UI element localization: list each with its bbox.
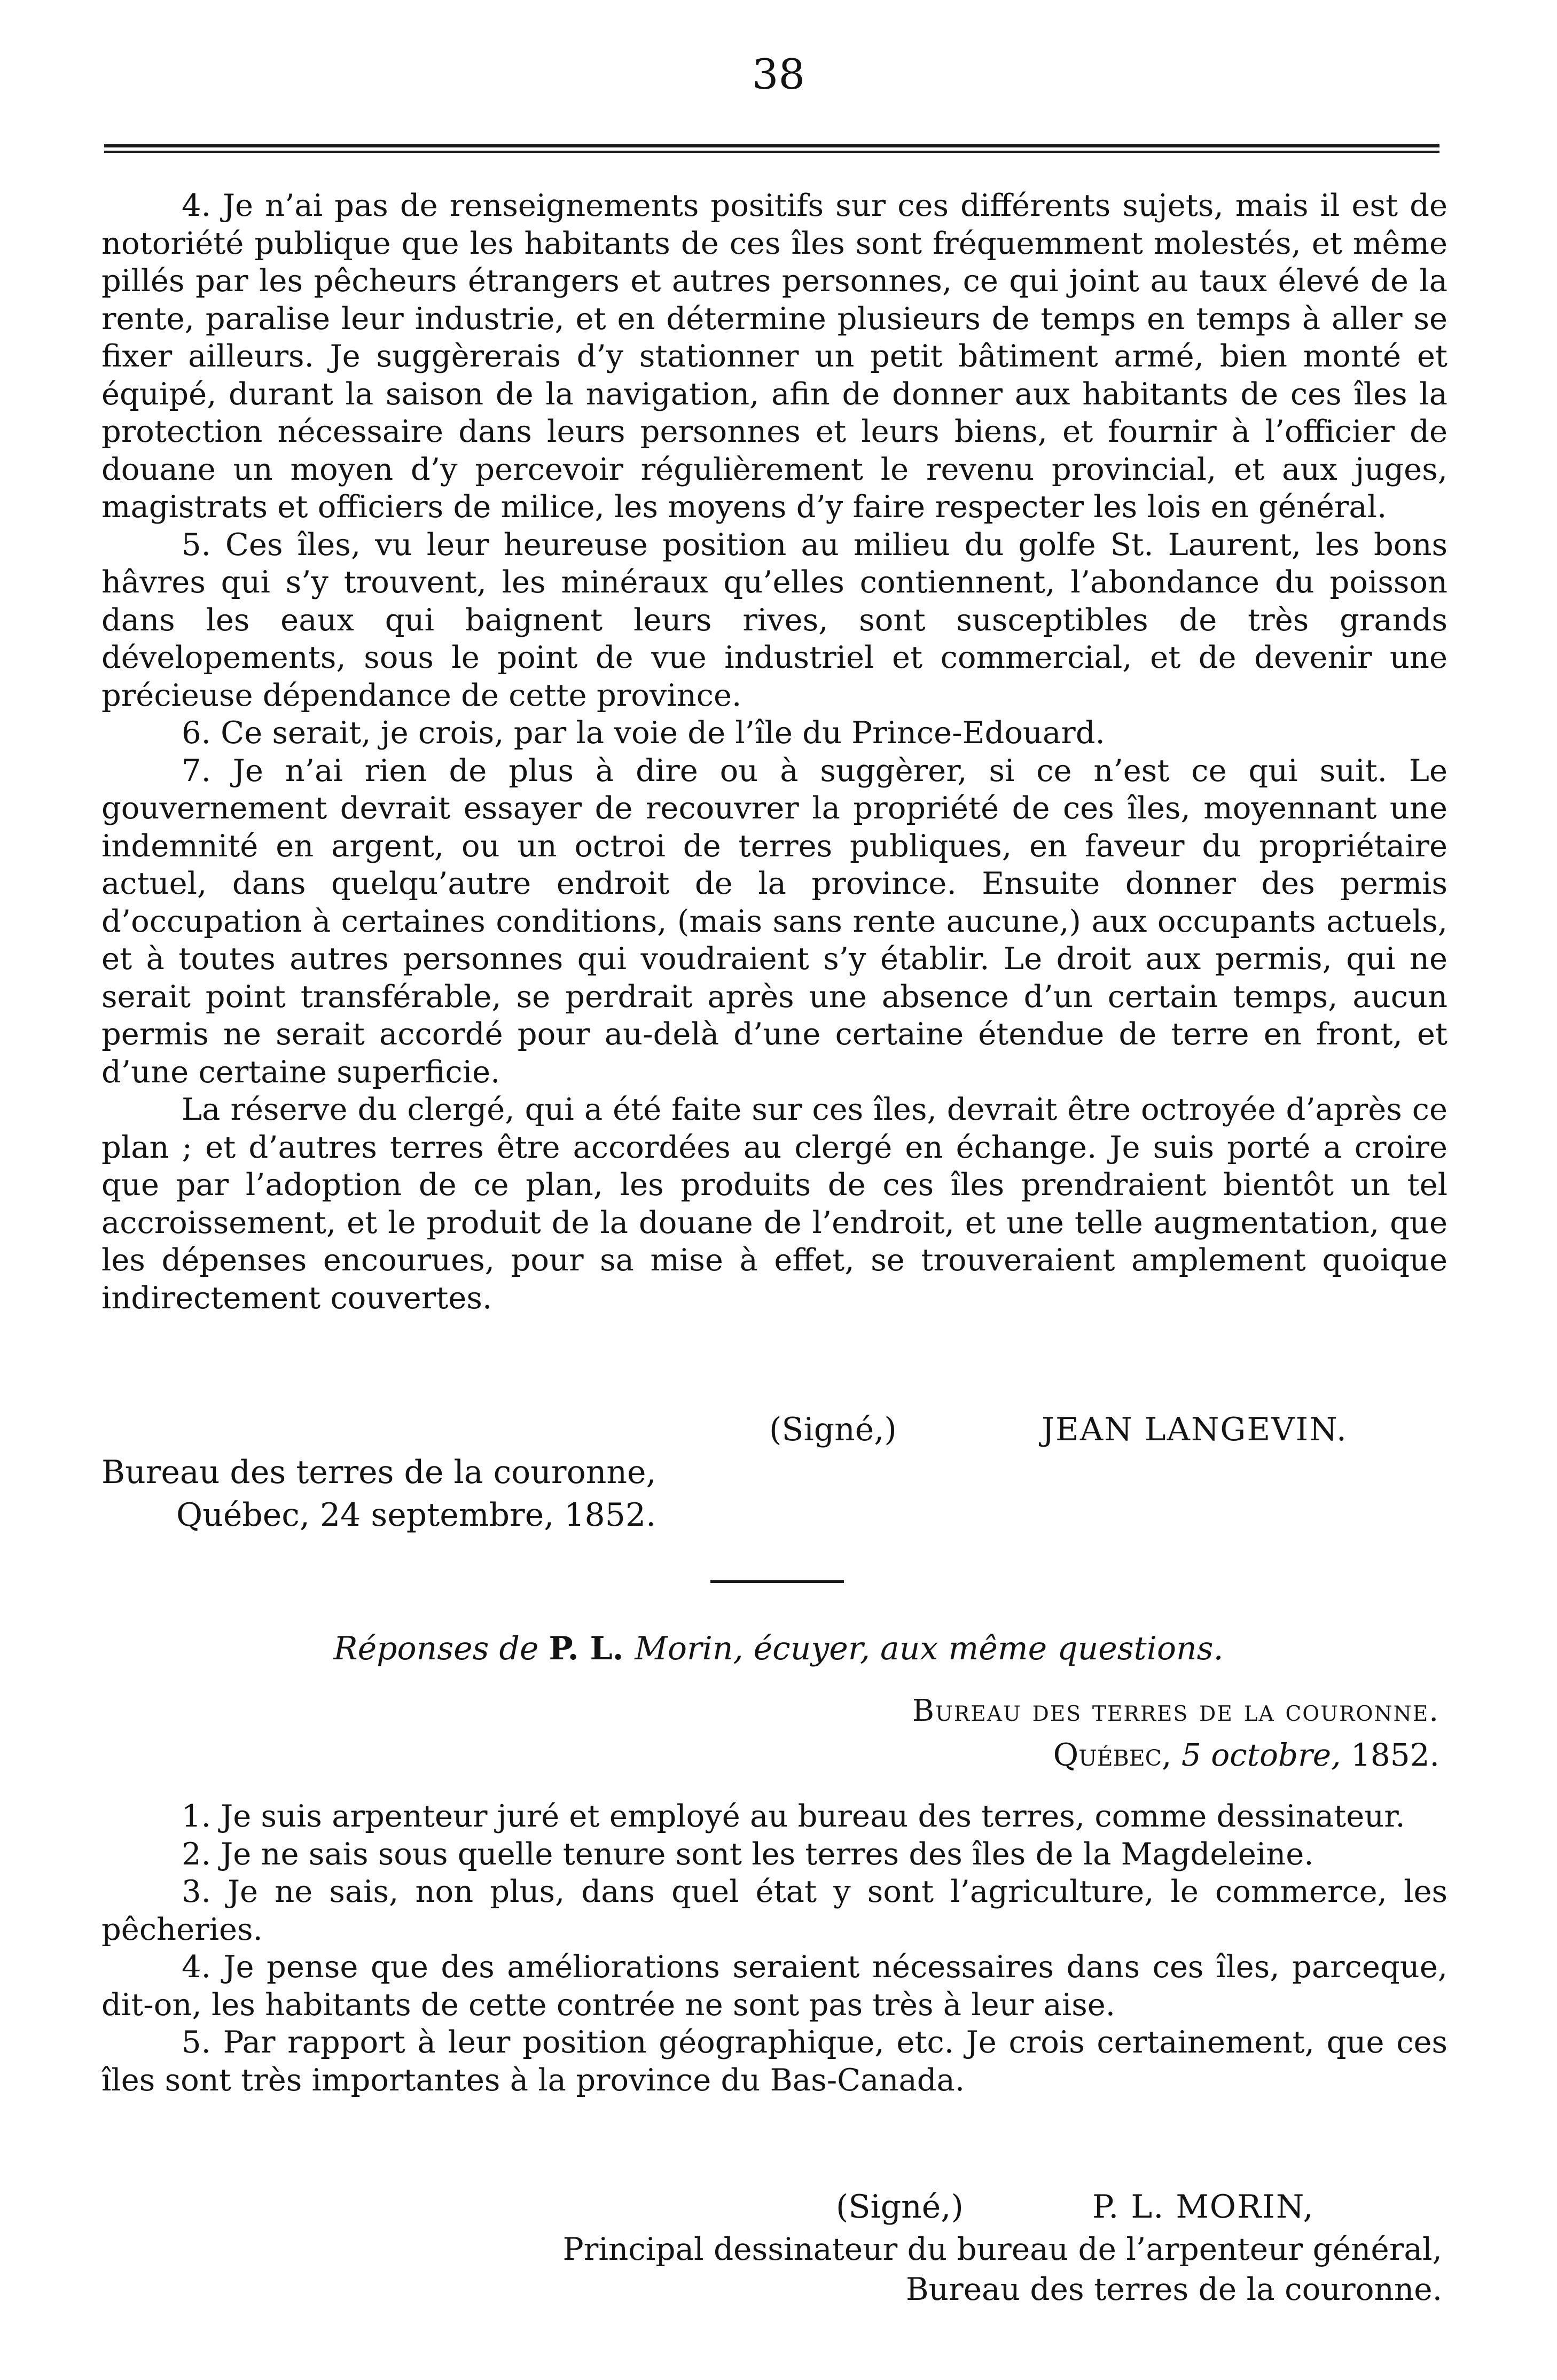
langevin-answers	[101, 187, 1448, 1317]
answer-7-continued: La réserve du clergé, qui a été faite sur ces îles, devrait être octroyée d’après ce plan ; et d’autres terres être accordées au clergé en échange. Je suis porté a croire que par l’adoption de ce plan, les produits de ces îles prendraient bientôt un tel accroissement, et le produit de la douane de l’endroit, et une telle augmentation, que les dépenses encourues, pour sa mise à effet, se trouveraient amplement quoique indirectement couvertes.	[101, 1091, 1448, 1316]
rule-line-bottom	[104, 151, 1439, 153]
morin-answer-2: 2. Je ne sais sous quelle tenure sont les terres des îles de la Magdeleine.	[182, 1836, 1314, 1872]
signer-name: JEAN LANGEVIN.	[1042, 1411, 1348, 1448]
place-date-line: Québec, 24 septembre, 1852.	[176, 1496, 656, 1534]
section-divider	[710, 1580, 844, 1583]
morin-answers	[101, 1798, 1448, 2099]
answer-7: 7. Je n’ai rien de plus à dire ou à suggèrer, si ce n’est ce qui suit. Le gouvernement devrait essayer de recouvrer la propriété de ces îles, moyennant une indemnité en argent, ou un octroi de terres publiques, en faveur du propriétaire actuel, dans quelqu’autre endroit de la province. Ensuite donner des permis d’occupation à certaines conditions, (mais sans rente aucune,) aux occupants actuels, et à toutes autres personnes qui voudraient s’y établir. Le droit aux permis, qui ne serait point transférable, se perdrait après une absence d’un certain temps, aucun permis ne serait accordé pour au-delà d’une certaine étendue de terre en front, et d’une certaine superficie.	[101, 752, 1448, 1090]
heading-prefix: Réponses de	[333, 1630, 549, 1667]
section-heading	[0, 1629, 1557, 1668]
answer-5: 5. Ces îles, vu leur heureuse position au milieu du golfe St. Laurent, les bons hâvres qui s’y trouvent, les minéraux qu’elles contiennent, l’abondance du poisson dans les eaux qui baignent leurs rives, sont susceptibles de très grands dévelopements, sous le point de vue industriel et commercial, et de devenir une précieuse dépendance de cette province.	[101, 526, 1448, 713]
signer-name-2: P. L. MORIN,	[1092, 2188, 1315, 2226]
heading-initials: P. L.	[549, 1630, 635, 1667]
header-double-rule	[104, 144, 1439, 155]
signer-title: Principal dessinateur du bureau de l’arpenteur général,	[562, 2231, 1442, 2267]
morin-answer-4: 4. Je pense que des améliorations seraient nécessaires dans ces îles, parceque, dit-on, les habitants de cette contrée ne sont pas très à leur aise.	[101, 1949, 1448, 2023]
place-date-header	[1053, 1736, 1439, 1774]
place-name: Québec,	[1053, 1737, 1172, 1773]
morin-answer-1: 1. Je suis arpenteur juré et employé au bureau des terres, comme dessinateur.	[182, 1798, 1405, 1834]
date-year: 1852.	[1350, 1737, 1439, 1773]
office-header: Bureau des terres de la couronne.	[912, 1694, 1439, 1728]
office-line: Bureau des terres de la couronne,	[101, 1454, 656, 1491]
heading-suffix: , écuyer, aux même questions.	[733, 1630, 1224, 1667]
page-number: 38	[752, 51, 805, 99]
answer-4: 4. Je n’ai pas de renseignements positifs sur ces différents sujets, mais il est de notoriété publique que les habitants de ces îles sont fréquemment molestés, et même pillés par les pêcheurs étrangers et autres personnes, ce qui joint au taux élevé de la rente, paralise leur industrie, et en détermine plusieurs de temps en temps à aller se fixer ailleurs. Je suggèrerais d’y stationner un petit bâtiment armé, bien monté et équipé, durant la saison de la navigation, afin de donner aux habitants de ces îles la protection nécessaire dans leurs personnes et leurs biens, et fournir à l’officier de douane un moyen d’y percevoir régulièrement le revenu provincial, et aux juges, magistrats et officiers de milice, les moyens d’y faire respecter les lois en général.	[101, 188, 1448, 525]
morin-answer-5: 5. Par rapport à leur position géographique, etc. Je crois certainement, que ces îles sont très importantes à la province du Bas-Canada.	[101, 2024, 1448, 2098]
signed-label: (Signé,)	[769, 1411, 897, 1448]
rule-line-top	[104, 144, 1439, 147]
signer-office: Bureau des terres de la couronne.	[906, 2271, 1442, 2307]
date-month: 5 octobre,	[1181, 1737, 1341, 1773]
heading-name: Morin	[635, 1630, 733, 1667]
morin-answer-3: 3. Je ne sais, non plus, dans quel état y sont l’agriculture, le commerce, les pêcheries.	[101, 1874, 1448, 1947]
answer-6: 6. Ce serait, je crois, par la voie de l’île du Prince-Edouard.	[182, 715, 1105, 751]
signed-label-2: (Signé,)	[836, 2188, 964, 2226]
